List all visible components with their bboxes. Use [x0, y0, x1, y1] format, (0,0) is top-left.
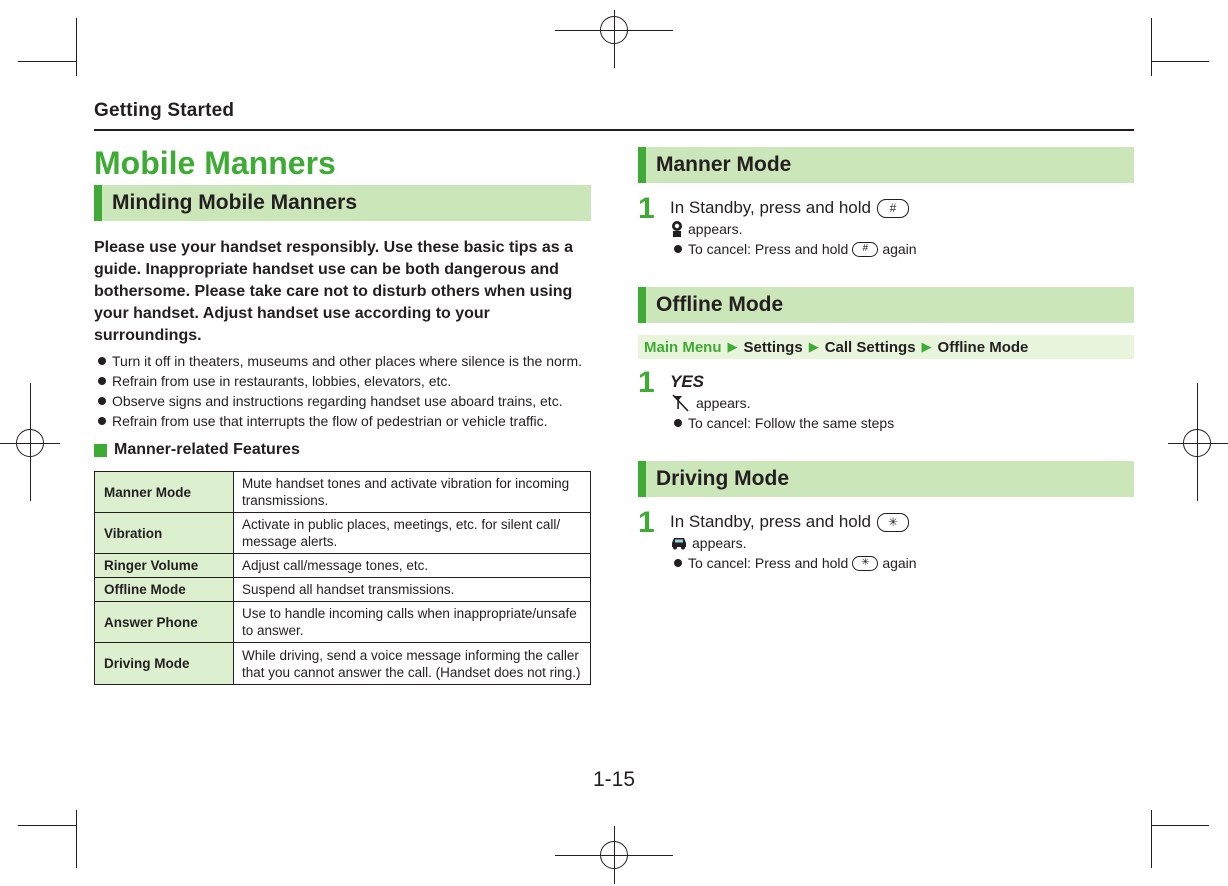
crop-mark	[1151, 810, 1152, 868]
registration-mark	[16, 429, 44, 457]
asterisk-key-icon: ✳	[877, 513, 909, 532]
hash-key-icon: #	[877, 199, 909, 218]
manner-mode-icon	[670, 221, 684, 237]
tips-list	[94, 351, 591, 431]
square-bullet-icon	[94, 444, 107, 457]
section-heading: Driving Mode	[656, 467, 790, 490]
section-heading: Offline Mode	[656, 293, 784, 316]
cancel-text: To cancel: Press and hold	[688, 241, 849, 257]
appears-line	[670, 219, 1134, 239]
table-row	[95, 472, 591, 513]
appears-text: appears.	[692, 535, 747, 551]
path-item: Call Settings	[824, 338, 916, 356]
step-text	[670, 367, 1134, 393]
section-bar-manner-mode	[638, 147, 1134, 183]
step	[638, 507, 1134, 573]
step	[638, 193, 1134, 259]
offline-mode-icon	[670, 394, 692, 412]
triangle-right-icon: ▶	[808, 339, 819, 354]
cancel-text: To cancel: Follow the same steps	[688, 415, 895, 431]
list-item: Observe signs and instructions regarding handset use aboard trains, etc.	[94, 391, 591, 411]
feature-desc: While driving, send a voice message informing the caller that you cannot answer the call. (Handset does not ring.)	[234, 643, 591, 685]
section-heading: Manner Mode	[656, 153, 792, 176]
feature-desc: Use to handle incoming calls when inappropriate/unsafe to answer.	[234, 602, 591, 643]
feature-name: Ringer Volume	[95, 554, 234, 578]
cancel-line	[670, 413, 1134, 433]
triangle-right-icon: ▶	[921, 339, 932, 354]
registration-mark	[1183, 429, 1211, 457]
section-bar-offline-mode	[638, 287, 1134, 323]
feature-name: Manner Mode	[95, 472, 234, 513]
step-text	[670, 507, 1134, 533]
features-heading	[94, 441, 591, 459]
crop-mark	[18, 825, 76, 826]
menu-path	[638, 335, 1134, 359]
cancel-line	[670, 553, 1134, 573]
triangle-right-icon: ▶	[727, 339, 738, 354]
step-text	[670, 193, 1134, 219]
feature-desc: Activate in public places, meetings, etc. for silent call/ message alerts.	[234, 513, 591, 554]
table-row	[95, 602, 591, 643]
step-number: 1	[638, 366, 655, 399]
step-instruction: In Standby, press and hold	[670, 512, 871, 531]
asterisk-key-icon: ✳	[852, 556, 878, 571]
appears-text: appears.	[688, 221, 743, 237]
section-bar-minding	[94, 185, 591, 221]
cancel-text: To cancel: Press and hold	[688, 555, 849, 571]
table-row	[95, 554, 591, 578]
section-heading: Minding Mobile Manners	[112, 191, 357, 214]
header-rule	[94, 129, 1134, 131]
list-item: Refrain from use in restaurants, lobbies, elevators, etc.	[94, 371, 591, 391]
table-row	[95, 513, 591, 554]
feature-desc: Adjust call/message tones, etc.	[234, 554, 591, 578]
list-item: Refrain from use that interrupts the flow of pedestrian or vehicle traffic.	[94, 411, 591, 431]
feature-name: Driving Mode	[95, 643, 234, 685]
intro-paragraph: Please use your handset responsibly. Use these basic tips as a guide. Inappropriate handset use can be both dangerous and bothersome. Please take care not to disturb others when using your handset. Adjust handset use according to your surroundings.	[94, 239, 574, 344]
crop-mark	[1151, 61, 1209, 62]
cancel-text: again	[882, 241, 917, 257]
features-heading-text: Manner-related Features	[114, 441, 300, 458]
crop-mark	[76, 810, 77, 868]
driving-mode-icon	[670, 536, 688, 550]
path-item: Main Menu	[644, 338, 722, 356]
step-number: 1	[638, 192, 655, 225]
feature-name: Vibration	[95, 513, 234, 554]
step-instruction: In Standby, press and hold	[670, 198, 871, 217]
feature-name: Offline Mode	[95, 578, 234, 602]
crop-mark	[76, 18, 77, 76]
appears-line	[670, 533, 1134, 553]
table-row	[95, 643, 591, 685]
path-item: Offline Mode	[937, 338, 1029, 356]
page-title: Mobile Manners	[94, 145, 336, 181]
path-item: Settings	[743, 338, 803, 356]
cancel-text: again	[882, 555, 917, 571]
feature-name: Answer Phone	[95, 602, 234, 643]
step-number: 1	[638, 506, 655, 539]
hash-key-icon: #	[852, 242, 878, 257]
right-column	[638, 147, 1134, 573]
step-instruction: YES	[670, 372, 705, 391]
registration-mark	[600, 16, 628, 44]
feature-desc: Mute handset tones and activate vibration for incoming transmissions.	[234, 472, 591, 513]
crop-mark	[18, 61, 76, 62]
appears-text: appears.	[696, 395, 751, 411]
crop-mark	[1151, 825, 1209, 826]
section-label: Getting Started	[94, 100, 235, 121]
cancel-line	[670, 239, 1134, 259]
step	[638, 367, 1134, 433]
left-column	[94, 144, 591, 685]
list-item: Turn it off in theaters, museums and other places where silence is the norm.	[94, 351, 591, 371]
crop-mark	[1151, 18, 1152, 76]
registration-mark	[600, 841, 628, 869]
appears-line	[670, 393, 1134, 413]
page-number: 1-15	[592, 768, 636, 791]
features-table	[94, 471, 591, 685]
section-bar-driving-mode	[638, 461, 1134, 497]
table-row	[95, 578, 591, 602]
feature-desc: Suspend all handset transmissions.	[234, 578, 591, 602]
